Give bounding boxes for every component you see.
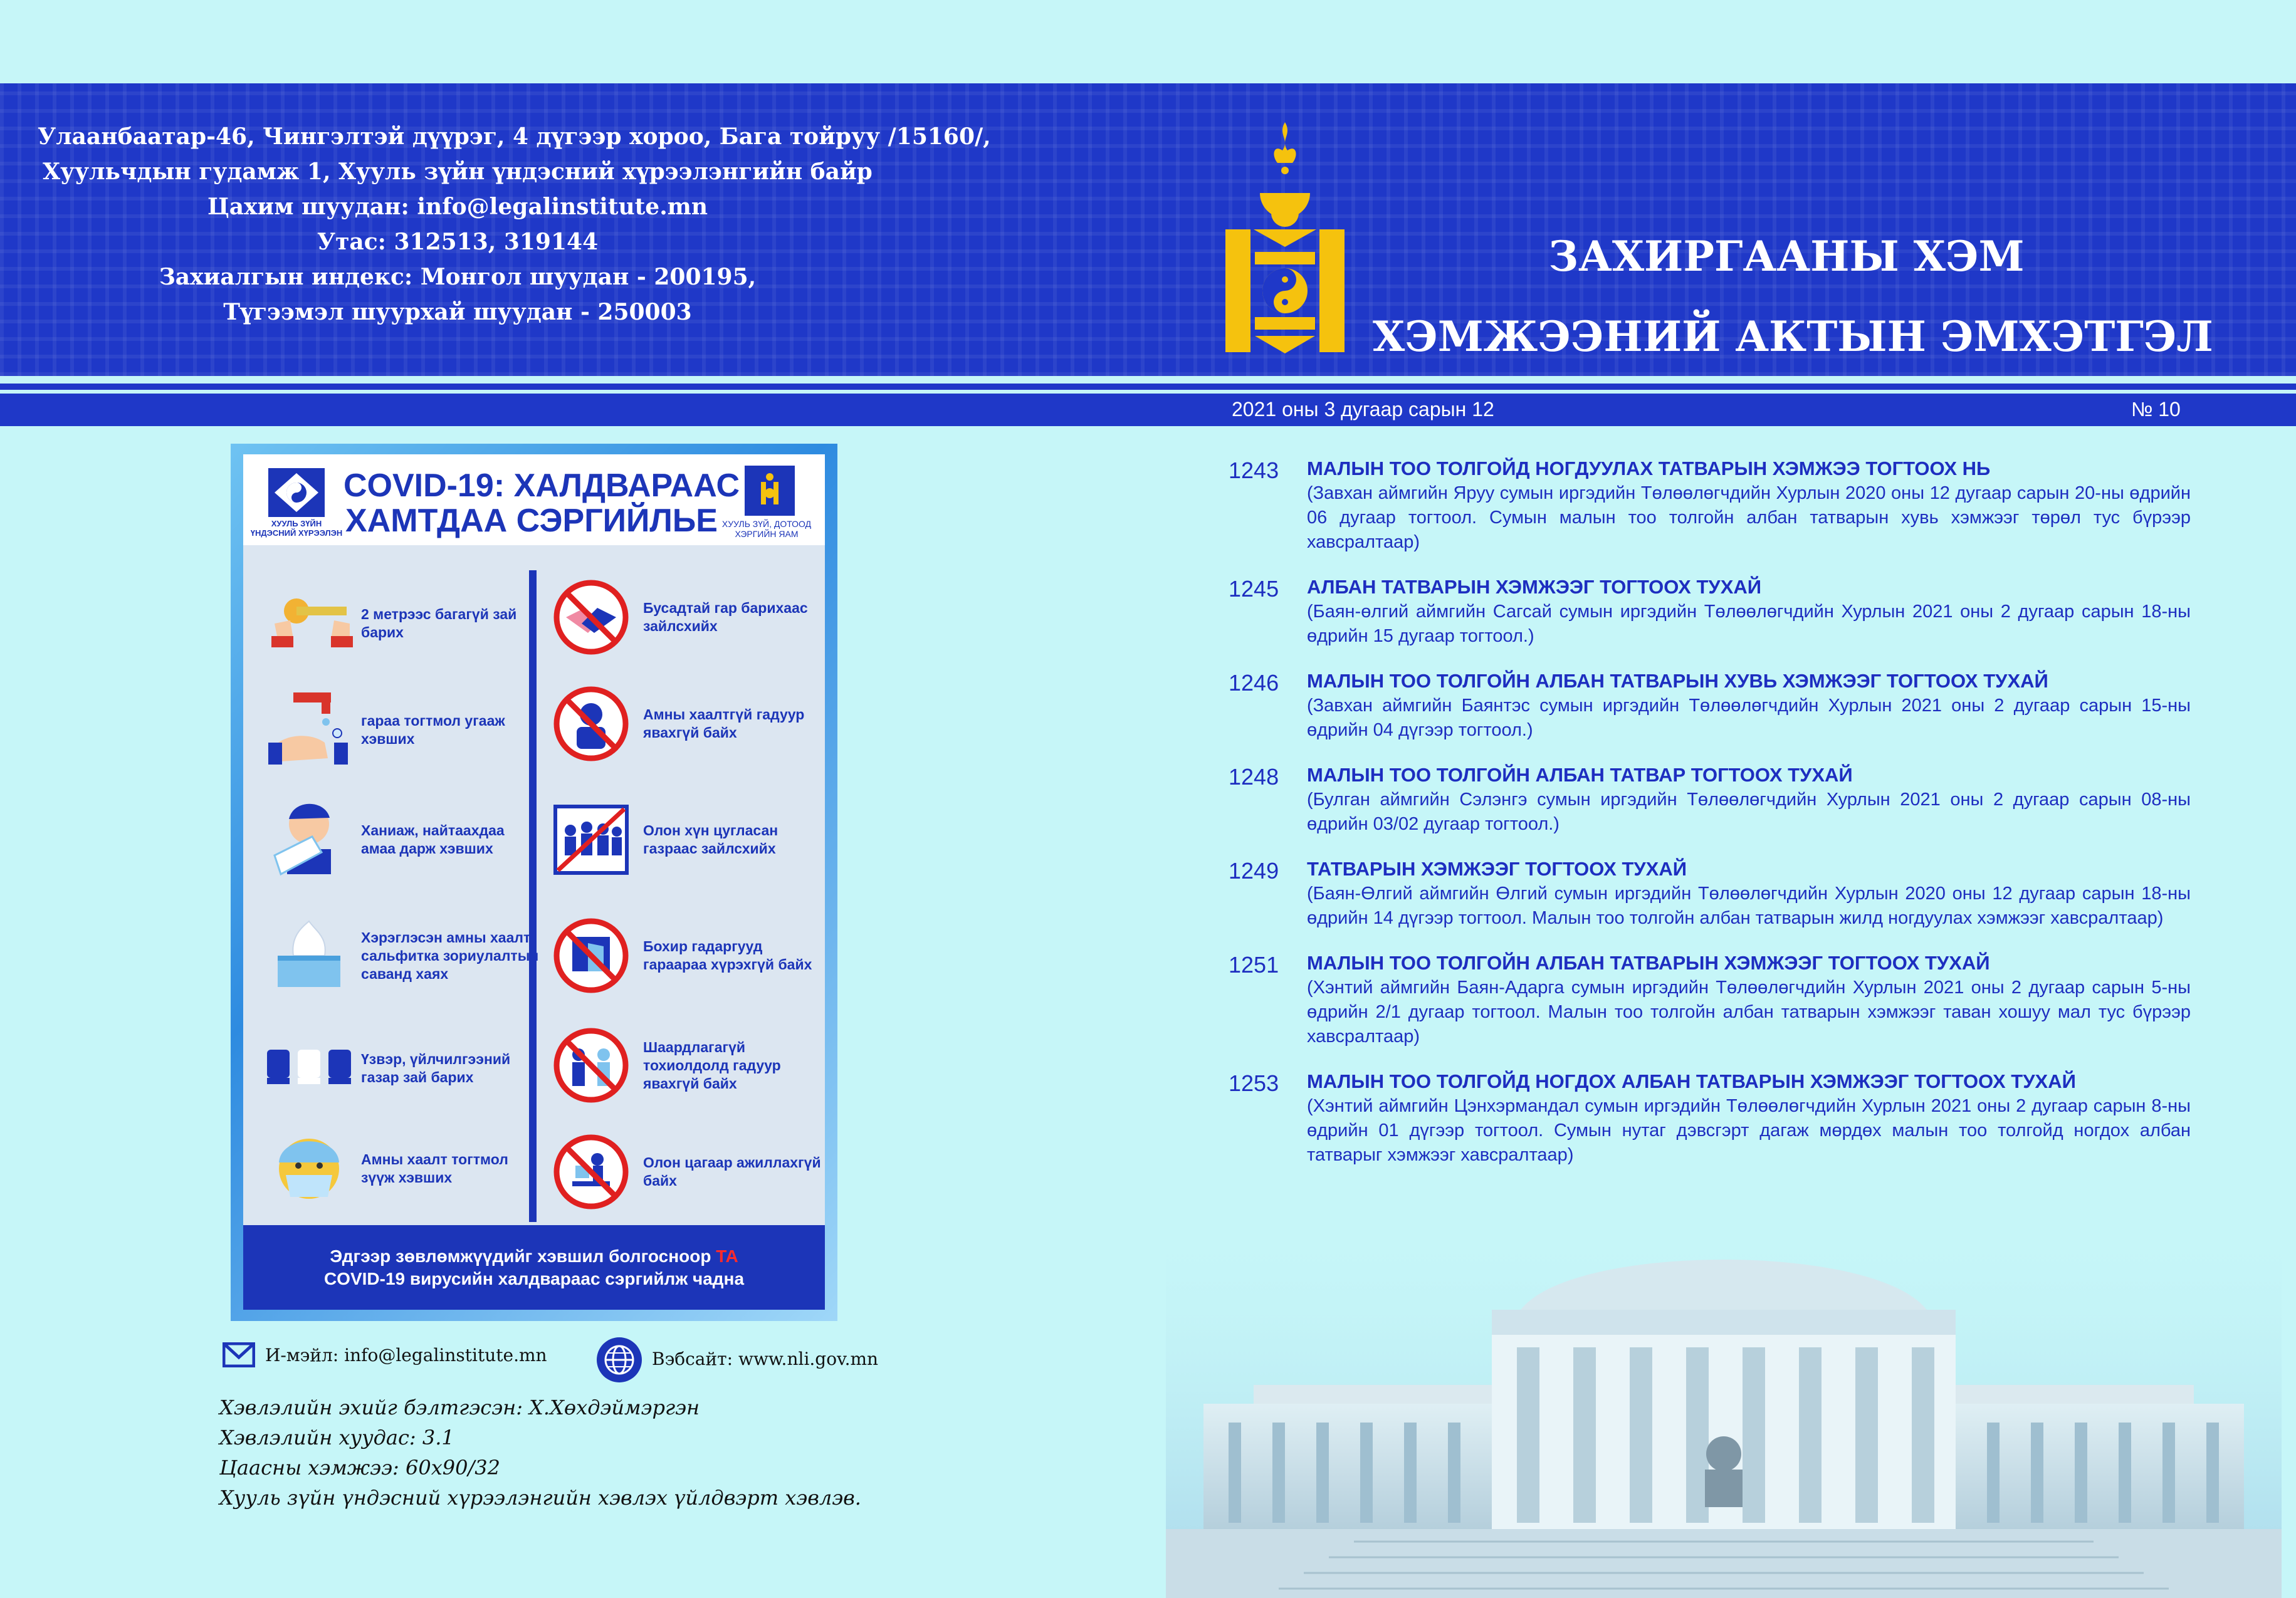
address-line: Улаанбаатар-46, Чингэлтэй дүүрэг, 4 дүгээр хороо, Бага тойруу /15160/, (38, 123, 991, 150)
toc-title: МАЛЫН ТОО ТОЛГОЙД НОГДУУЛАХ ТАТВАРЫН ХЭМЖЭЭ ТОГТООХ НЬ (1307, 457, 1991, 479)
email-icon (223, 1342, 255, 1367)
colophon-line: Цаасны хэмжээ: 60х90/32 (219, 1456, 500, 1480)
poster-tip-touch (544, 909, 820, 1009)
footer-highlight: ТА (716, 1246, 738, 1266)
address-line: Түгээмэл шуурхай шуудан - 250003 (223, 299, 692, 325)
poster-tip-seats (262, 1021, 538, 1122)
address-line: Захиалгын индекс: Монгол шуудан - 200195, (159, 264, 757, 290)
no-unmasked-icon (544, 677, 638, 771)
cough-icon (262, 793, 356, 887)
address-line: Утас: 312513, 319144 (317, 229, 599, 255)
publisher-address (38, 119, 991, 330)
poster-tip-crowd (544, 793, 820, 893)
toc-description: (Хэнтий аймгийн Цэнхэрмандал сумын иргэдийн Төлөөлөгчдийн Хурлын 2021 оны 2 дугаар сарын 8-ны өдрийн 01 дүгээр тогтоол. Сумын нутаг дэвсгэрт дагаж мөрдөх малын тоо толгойд ногдох албан татварыг хэмжээг хавсралтаар) (1307, 1096, 2191, 1165)
toc-entry[interactable] (1229, 575, 2191, 649)
ministry-logo-caption (710, 519, 823, 539)
no-overwork-icon (544, 1125, 638, 1219)
poster-tip-stay-home (544, 1018, 820, 1119)
footer-line: Эдгээр зөвлөмжүүдийг хэвшил болгосноор (330, 1246, 716, 1266)
poster-title-line: ХАМТДАА СЭРГИЙЛЬЕ (345, 503, 718, 539)
colophon-line: Хууль зүйн үндэсний хүрээлэнгийн хэвлэх үйлдвэрт хэвлэв. (219, 1486, 861, 1510)
poster-tip-handwash (262, 683, 538, 783)
toc-description: (Завхан аймгийн Баянтэс сумын иргэдийн Төлөөлөгчдийн Хурлын 2021 оны 2 дугаар сарын 15-ны өдрийн 04 дүгээр тогтоол.) (1307, 696, 2191, 740)
poster-tip-label: Олон хүн цугласан газраас зайлсхийх (643, 822, 778, 857)
issue-number: № 10 (2131, 398, 2181, 420)
caption-line: ХУУЛЬ ЗҮЙН (271, 519, 322, 528)
toc-title: МАЛЫН ТОО ТОЛГОЙН АЛБАН ТАТВАРЫН ХУВЬ ХЭМЖЭЭГ ТОГТООХ ТУХАЙ (1307, 670, 2048, 692)
soyombo-emblem-icon (1222, 119, 1348, 357)
website-contact[interactable]: Вэбсайт: www.nli.gov.mn (652, 1349, 879, 1369)
address-line: Цахим шуудан: info@legalinstitute.mn (207, 194, 708, 220)
email-contact[interactable]: И-мэйл: info@legalinstitute.mn (265, 1345, 547, 1366)
toc-title: МАЛЫН ТОО ТОЛГОЙН АЛБАН ТАТВАР ТОГТООХ ТУХАЙ (1307, 764, 1853, 786)
poster-tip-label: Хэрэглэсэн амны хаалт, сальфитка зориулалтын саванд хаях (361, 929, 539, 982)
toc-page-number: 1249 (1229, 858, 1279, 884)
toc-entry[interactable] (1229, 1069, 2191, 1167)
toc-page-number: 1243 (1229, 457, 1279, 483)
toc-page-number: 1253 (1229, 1070, 1279, 1096)
poster-tip-label: Амны хаалтгүй гадуур явахгүй байх (643, 706, 805, 741)
face-mask-icon (262, 1122, 356, 1216)
colophon-line: Хэвлэлийн хуудас: 3.1 (219, 1426, 454, 1449)
publication-title (1373, 216, 2213, 377)
nli-logo-caption (243, 519, 350, 538)
caption-line: ҮНДЭСНИЙ ХҮРЭЭЛЭН (250, 528, 343, 538)
poster-header (243, 454, 825, 545)
poster-title (343, 467, 740, 539)
poster-tip-label: Бусадтай гар барихаас зайлсхийх (643, 600, 808, 634)
tissue-box-icon (262, 909, 356, 1003)
ministry-logo-icon (745, 466, 795, 516)
title-line: ХЭМЖЭЭНИЙ АКТЫН ЭМХЭТГЭЛ (1373, 312, 2213, 361)
poster-tip-label: Шаардлагагүй тохиолдолд гадуур явахгүй байх (643, 1038, 781, 1092)
header-stripe-date (0, 394, 2296, 426)
poster-footer-text (268, 1245, 800, 1290)
title-line: ЗАХИРГААНЫ ХЭМ (1548, 232, 2025, 281)
table-of-contents (1229, 456, 2191, 1188)
toc-title: МАЛЫН ТОО ТОЛГОЙН АЛБАН ТАТВАРЫН ХЭМЖЭЭГ ТОГТООХ ТУХАЙ (1307, 952, 1990, 974)
poster-tip-handshake (544, 570, 820, 671)
poster-tip-no-mask (544, 677, 820, 777)
poster-tip-label: Ханиаж, найтаахдаа амаа дарж хэвших (361, 822, 505, 857)
toc-title: МАЛЫН ТОО ТОЛГОЙД НОГДОХ АЛБАН ТАТВАРЫН ХЭМЖЭЭГ ТОГТООХ ТУХАЙ (1307, 1070, 2076, 1092)
poster-tip-distance (262, 577, 538, 677)
poster-title-line: COVID-19: ХАЛДВАРААС (343, 467, 740, 504)
poster-tip-label: Үзвэр, үйлчилгээний газар зай барих (361, 1051, 511, 1085)
covid-poster (243, 454, 825, 1310)
government-palace-image (1166, 1203, 2282, 1598)
toc-description: (Завхан аймгийн Яруу сумын иргэдийн Төлөөлөгчдийн Хурлын 2020 оны 12 дугаар сарын 20-ны өдрийн 06 дугаар тогтоол. Сумын малын тоо толгойн албан татварын хувь хэмжээг төрөл тус бүрээр хавсралтаар) (1307, 483, 2191, 552)
toc-page-number: 1245 (1229, 576, 1279, 602)
colophon-line: Хэвлэлийн эхийг бэлтгэсэн: Х.Хөхдэймэргэн (219, 1396, 700, 1419)
poster-tip-overwork (544, 1125, 820, 1225)
caption-line: ХУУЛЬ ЗҮЙ, ДОТООД (721, 519, 812, 529)
no-handshake-icon (544, 570, 638, 664)
toc-entry[interactable] (1229, 857, 2191, 931)
address-line: Хуульчдын гудамж 1, Хууль зүйн үндэсний хүрээлэнгийн байр (43, 159, 873, 185)
toc-entry[interactable] (1229, 763, 2191, 837)
globe-icon (595, 1336, 643, 1384)
poster-tip-label: Амны хаалт тогтмол зүүж хэвших (361, 1151, 508, 1186)
poster-tip-mask (262, 1122, 538, 1222)
toc-description: (Булган аймгийн Сэлэнгэ сумын иргэдийн Төлөөлөгчдийн Хурлын 2021 оны 2 дугаар сарын 08-ны өдрийн 03/02 дугаар тогтоол.) (1307, 790, 2191, 834)
poster-tip-label: Бохир гадаргууд гараараа хүрэхгүй байх (643, 938, 812, 973)
footer-line: COVID-19 вирусийн халдвараас сэргийлж чадна (323, 1269, 745, 1288)
poster-tip-label: гараа тогтмол угааж хэвших (361, 713, 505, 747)
header-stripe-thin (0, 384, 2296, 390)
measuring-tape-icon (262, 577, 356, 671)
toc-page-number: 1248 (1229, 764, 1279, 790)
toc-title: ТАТВАРЫН ХЭМЖЭЭГ ТОГТООХ ТУХАЙ (1307, 858, 1687, 880)
poster-tip-label: 2 метрээс багагүй зай барих (361, 606, 517, 640)
toc-entry[interactable] (1229, 456, 2191, 555)
caption-line: ХЭРГИЙН ЯАМ (735, 529, 799, 539)
no-touch-icon (544, 909, 638, 1003)
poster-tip-label: Олон цагаар ажиллахгүй байх (643, 1154, 821, 1189)
no-going-out-icon (544, 1018, 638, 1112)
toc-title: АЛБАН ТАТВАРЫН ХЭМЖЭЭГ ТОГТООХ ТУХАЙ (1307, 576, 1762, 598)
colophon (219, 1392, 861, 1513)
toc-entry[interactable] (1229, 669, 2191, 743)
poster-footer (243, 1225, 825, 1310)
seats-icon (262, 1021, 356, 1115)
no-crowd-icon (544, 793, 638, 887)
poster-tip-cough (262, 793, 538, 893)
toc-description: (Баян-өлгий аймгийн Сагсай сумын иргэдийн Төлөөлөгчдийн Хурлын 2021 оны 2 дугаар сарын 18-ны өдрийн 15 дугаар тогтоол.) (1307, 602, 2191, 646)
nli-logo-icon (268, 468, 325, 517)
hand-washing-icon (262, 683, 356, 777)
toc-description: (Хэнтий аймгийн Баян-Адарга сумын иргэдийн Төлөөлөгчдийн Хурлын 2021 оны 2 дугаар сарын 5-ны өдрийн 2/1 дугаар тогтоол. Малын тоо толгойн албан татварын хэмжээг таван хошуу мал тус бүрээр хавсралтаар) (1307, 978, 2191, 1047)
issue-date: 2021 оны 3 дугаар сарын 12 (1232, 398, 1494, 420)
toc-description: (Баян-Өлгий аймгийн Өлгий сумын иргэдийн Төлөөлөгчдийн Хурлын 2020 оны 12 дугаар сарын 18-ны өдрийн 14 дүгээр тогтоол. Малын тоо толгойн албан татварын жилд ногдуулах хэмжээг хавсралтаар) (1307, 884, 2191, 928)
toc-page-number: 1251 (1229, 952, 1279, 978)
poster-tip-dispose (262, 909, 538, 1009)
toc-entry[interactable] (1229, 951, 2191, 1049)
toc-page-number: 1246 (1229, 670, 1279, 696)
